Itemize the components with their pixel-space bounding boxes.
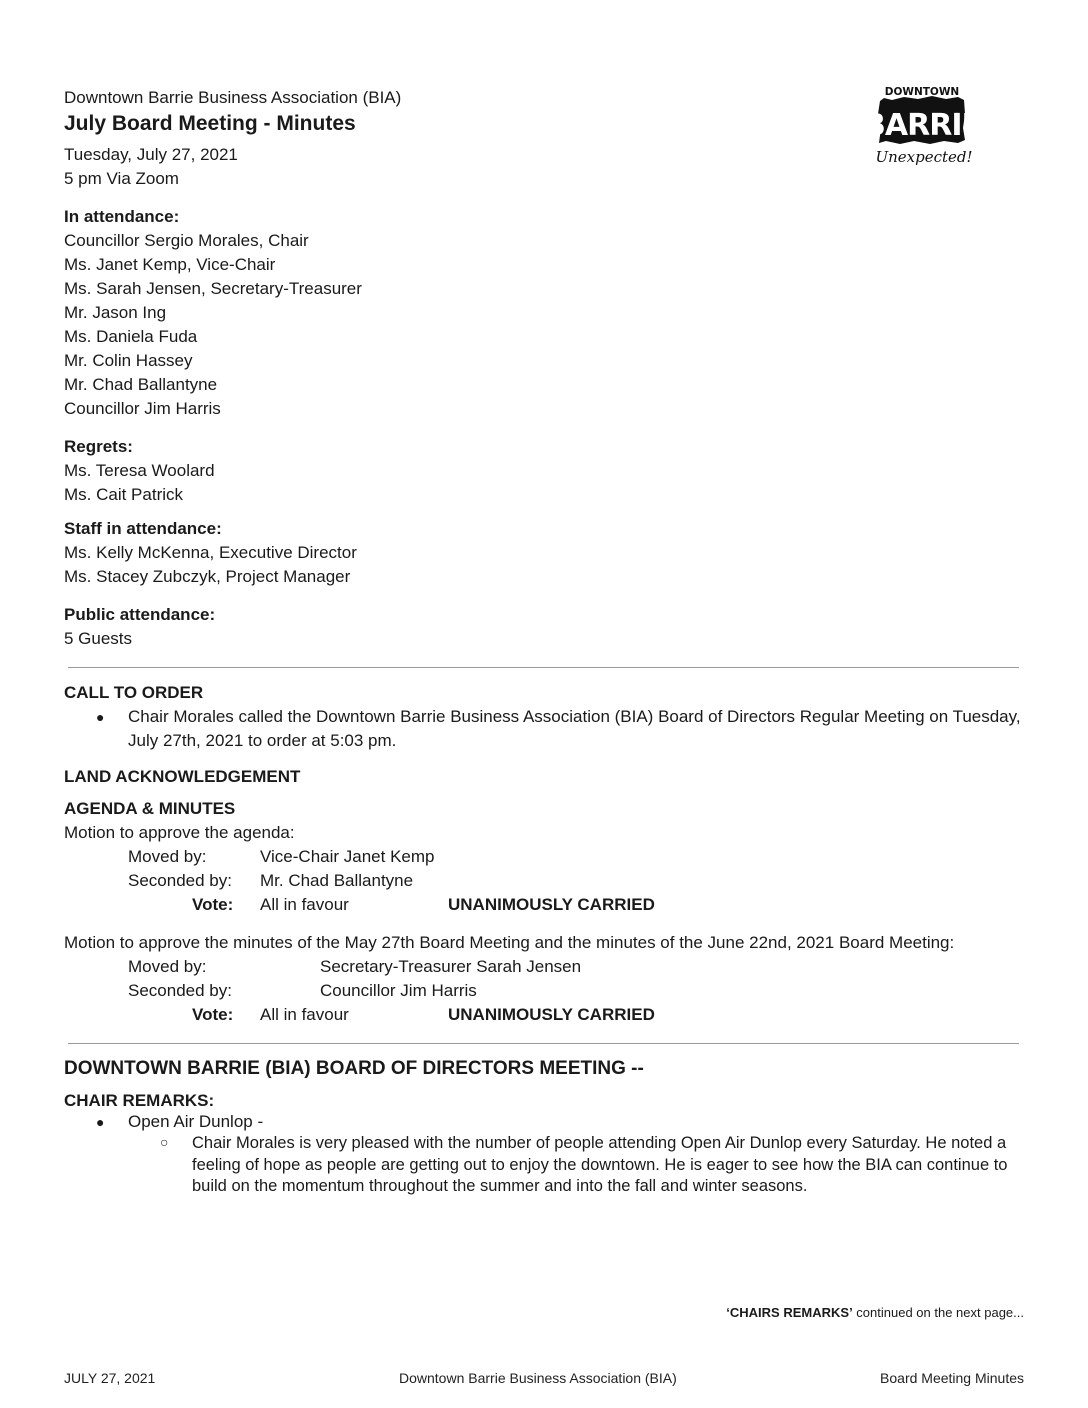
moved-label: Moved by: bbox=[128, 847, 207, 866]
regret-person: Ms. Teresa Woolard bbox=[64, 461, 215, 480]
divider bbox=[68, 667, 1019, 668]
vote-result: UNANIMOUSLY CARRIED bbox=[448, 1005, 655, 1024]
agenda-heading: AGENDA & MINUTES bbox=[64, 799, 236, 818]
land-acknowledgement-heading: LAND ACKNOWLEDGEMENT bbox=[64, 767, 301, 786]
moved-label: Moved by: bbox=[128, 957, 207, 976]
meeting-date: Tuesday, July 27, 2021 bbox=[64, 145, 238, 164]
moved-value: Vice-Chair Janet Kemp bbox=[260, 847, 435, 866]
attendee: Mr. Colin Hassey bbox=[64, 351, 193, 370]
seconded-label: Seconded by: bbox=[128, 981, 232, 1000]
meeting-heading: DOWNTOWN BARRIE (BIA) BOARD OF DIRECTORS MEETING -- bbox=[64, 1058, 644, 1079]
continued-note-text: continued on the next page... bbox=[852, 1305, 1024, 1320]
call-to-order-text: Chair Morales called the Downtown Barrie Business Association (BIA) Board of Directors Regular Meeting on Tuesday, July 27th, 2021 to order at 5:03 pm. bbox=[128, 707, 1021, 750]
motion-minutes-text: Motion to approve the minutes of the May 27th Board Meeting and the minutes of the June 22nd, 2021 Board Meeting: bbox=[64, 933, 955, 952]
chair-remarks-bullet: Open Air Dunlop - bbox=[128, 1112, 264, 1131]
footer-title: Board Meeting Minutes bbox=[880, 1370, 1024, 1386]
svg-text:Unexpected!: Unexpected! bbox=[875, 148, 973, 166]
staff-heading: Staff in attendance: bbox=[64, 519, 222, 538]
regrets-heading: Regrets: bbox=[64, 437, 133, 456]
continued-note-bold: ‘CHAIRS REMARKS’ bbox=[726, 1305, 853, 1320]
attendance-section bbox=[64, 205, 362, 421]
moved-value: Secretary-Treasurer Sarah Jensen bbox=[320, 957, 582, 976]
svg-text:DOWNTOWN: DOWNTOWN bbox=[884, 86, 960, 98]
page-title: July Board Meeting - Minutes bbox=[64, 112, 356, 135]
public-heading: Public attendance: bbox=[64, 605, 216, 624]
attendee: Ms. Daniela Fuda bbox=[64, 327, 198, 346]
footer-organization: Downtown Barrie Business Association (BIA) bbox=[399, 1370, 677, 1386]
meeting-location: 5 pm Via Zoom bbox=[64, 169, 179, 188]
organization-name: Downtown Barrie Business Association (BIA) bbox=[64, 88, 402, 107]
call-to-order-heading: CALL TO ORDER bbox=[64, 683, 204, 702]
motion-agenda-text: Motion to approve the agenda: bbox=[64, 823, 295, 842]
attendee: Ms. Sarah Jensen, Secretary-Treasurer bbox=[64, 279, 362, 298]
vote-label: Vote: bbox=[192, 895, 234, 914]
public-count: 5 Guests bbox=[64, 629, 133, 648]
footer-date: JULY 27, 2021 bbox=[64, 1370, 156, 1386]
attendee: Mr. Chad Ballantyne bbox=[64, 375, 218, 394]
regret-person: Ms. Cait Patrick bbox=[64, 485, 184, 504]
svg-text:BARRIE: BARRIE bbox=[863, 108, 981, 143]
vote-value: All in favour bbox=[260, 895, 349, 914]
attendee: Councillor Jim Harris bbox=[64, 399, 221, 418]
vote-value: All in favour bbox=[260, 1005, 349, 1024]
seconded-value: Councillor Jim Harris bbox=[320, 981, 477, 1000]
attendee: Mr. Jason Ing bbox=[64, 303, 167, 322]
downtown-barrie-logo bbox=[863, 84, 981, 170]
divider bbox=[68, 1043, 1019, 1044]
attendee: Ms. Janet Kemp, Vice-Chair bbox=[64, 255, 276, 274]
continued-note bbox=[726, 1305, 1024, 1320]
bullet-icon: ● bbox=[96, 1114, 105, 1130]
vote-result: UNANIMOUSLY CARRIED bbox=[448, 895, 655, 914]
chair-remarks-detail: Chair Morales is very pleased with the number of people attending Open Air Dunlop every Saturday. He noted a feeling of hope as people are getting out to enjoy the downtown. He is eager to see how the BIA can continue to build on the momentum throughout the summer and into the fall and winter seasons. bbox=[192, 1134, 1008, 1195]
regrets-section bbox=[64, 435, 215, 507]
bullet-icon: ● bbox=[96, 709, 105, 725]
chair-remarks-heading: CHAIR REMARKS: bbox=[64, 1091, 215, 1110]
seconded-value: Mr. Chad Ballantyne bbox=[260, 871, 414, 890]
circle-bullet-icon: ○ bbox=[160, 1134, 169, 1150]
staff-person: Ms. Stacey Zubczyk, Project Manager bbox=[64, 567, 351, 586]
staff-person: Ms. Kelly McKenna, Executive Director bbox=[64, 543, 357, 562]
staff-section bbox=[64, 517, 357, 589]
seconded-label: Seconded by: bbox=[128, 871, 232, 890]
attendance-heading: In attendance: bbox=[64, 207, 180, 226]
attendee: Councillor Sergio Morales, Chair bbox=[64, 231, 309, 250]
vote-label: Vote: bbox=[192, 1005, 234, 1024]
public-section bbox=[64, 603, 215, 651]
